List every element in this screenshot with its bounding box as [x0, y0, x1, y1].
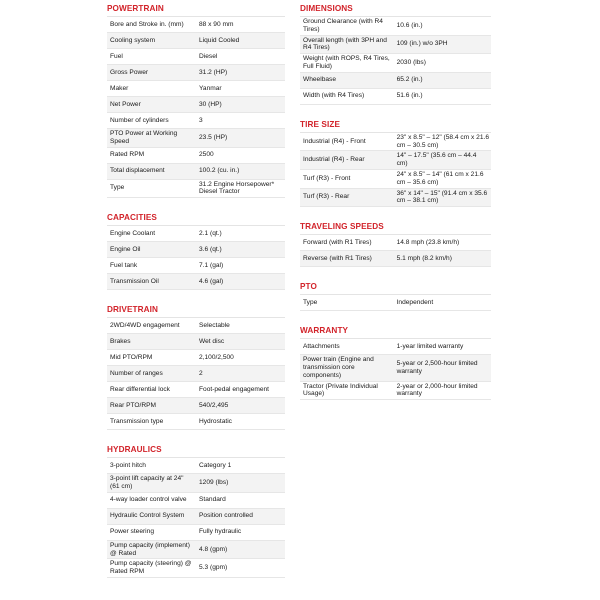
spec-value: 109 (in.) w/o 3PH	[396, 40, 448, 48]
spec-row	[107, 382, 285, 398]
spec-row	[107, 81, 285, 97]
spec-row	[300, 17, 491, 36]
spec-value: 2,100/2,500	[199, 353, 234, 361]
spec-row	[300, 355, 491, 381]
spec-row	[300, 36, 491, 55]
section-title: TRAVELING SPEEDS	[300, 220, 491, 235]
spec-row	[300, 251, 491, 267]
spec-value: 65.2 (in.)	[396, 76, 423, 84]
spec-row	[107, 493, 285, 509]
spec-value: 1-year limited warranty	[396, 342, 464, 350]
spec-value: 14.8 mph (23.8 km/h)	[396, 238, 460, 246]
spec-row	[107, 559, 285, 578]
spec-label: Rear PTO/RPM	[110, 401, 157, 409]
spec-label: Transmission Oil	[110, 277, 159, 285]
spec-value: 2030 (lbs)	[396, 59, 426, 67]
spec-row	[107, 525, 285, 541]
spec-label: Type	[303, 298, 318, 306]
spec-row	[107, 97, 285, 113]
spec-label: Engine Oil	[110, 245, 141, 253]
section-title: CAPACITIES	[107, 211, 285, 226]
spec-label: Hydraulic Control System	[110, 512, 185, 520]
spec-value: 3	[199, 116, 203, 124]
spec-value: Position controlled	[199, 512, 253, 520]
spec-table	[107, 17, 285, 198]
spec-label: Power train (Engine and transmission core components)	[303, 356, 374, 379]
spec-row	[107, 49, 285, 65]
spec-label: Attachments	[303, 342, 340, 350]
spec-row	[300, 73, 491, 89]
spec-row	[300, 382, 491, 401]
spec-row	[300, 133, 491, 152]
spec-label: Number of cylinders	[110, 116, 169, 124]
spec-label: 3-point lift capacity at 24" (61 cm)	[110, 475, 184, 490]
spec-value: 23" x 8.5" – 12" (58.4 cm x 21.6 cm – 30.5 cm)	[396, 133, 490, 149]
spec-row	[107, 414, 285, 430]
spec-row	[300, 170, 491, 189]
section-title: POWERTRAIN	[107, 2, 285, 17]
spec-table	[300, 235, 491, 267]
spec-label: Turf (R3) - Front	[303, 174, 351, 182]
spec-table	[300, 339, 491, 400]
spec-row	[107, 474, 285, 493]
spec-label: 3-point hitch	[110, 461, 146, 469]
section-title: DIMENSIONS	[300, 2, 491, 17]
spec-table	[300, 133, 491, 207]
spec-table	[300, 295, 491, 311]
spec-label: Wheelbase	[303, 76, 336, 84]
spec-value: 2.1 (qt.)	[199, 229, 222, 237]
spec-row	[107, 366, 285, 382]
spec-row	[107, 509, 285, 525]
spec-value: 1209 (lbs)	[199, 479, 229, 487]
section-title: DRIVETRAIN	[107, 303, 285, 318]
spec-label: Mid PTO/RPM	[110, 353, 153, 361]
spec-table	[300, 17, 491, 105]
spec-label: 4-way loader control valve	[110, 496, 187, 504]
spec-label: Brakes	[110, 337, 131, 345]
spec-label: Ground Clearance (with R4 Tires)	[303, 18, 383, 33]
section-hydraulics	[107, 443, 285, 578]
spec-value: 88 x 90 mm	[199, 20, 234, 28]
spec-value: 540/2,495	[199, 401, 229, 409]
spec-value: Selectable	[199, 321, 230, 329]
spec-row	[107, 33, 285, 49]
section-warranty	[300, 324, 491, 400]
section-pto	[300, 280, 491, 311]
spec-row	[107, 334, 285, 350]
spec-row	[107, 65, 285, 81]
spec-label: Total displacement	[110, 167, 165, 175]
spec-value: Independent	[396, 298, 434, 306]
spec-row	[107, 226, 285, 242]
spec-label: Tractor (Private Individual Usage)	[303, 382, 378, 398]
spec-label: Industrial (R4) - Front	[303, 137, 366, 145]
spec-value: 10.6 (in.)	[396, 21, 423, 29]
spec-value: 5-year or 2,500-hour limited warranty	[396, 360, 478, 375]
spec-row	[300, 339, 491, 355]
spec-value: 100.2 (cu. in.)	[199, 167, 240, 175]
spec-value: Yanmar	[199, 84, 222, 92]
spec-value: 4.6 (gal)	[199, 277, 224, 285]
spec-value: 5.1 mph (8.2 km/h)	[396, 254, 452, 262]
spec-label: Fuel tank	[110, 261, 138, 269]
spec-row	[300, 151, 491, 170]
spec-label: Fuel	[110, 52, 123, 60]
section-title: HYDRAULICS	[107, 443, 285, 458]
section-traveling-speeds	[300, 220, 491, 267]
spec-value: Diesel	[199, 52, 218, 60]
spec-row	[107, 164, 285, 180]
spec-row	[107, 458, 285, 474]
section-capacities	[107, 211, 285, 290]
spec-value: Liquid Cooled	[199, 36, 240, 44]
spec-label: Maker	[110, 84, 129, 92]
spec-value: 2500	[199, 151, 214, 159]
spec-row	[300, 189, 491, 208]
spec-label: Pump capacity (steering) @ Rated RPM	[110, 560, 192, 576]
spec-value: 30 (HP)	[199, 100, 222, 108]
spec-row	[107, 274, 285, 290]
spec-value: 14" – 17.5" (35.6 cm – 44.4 cm)	[396, 152, 477, 168]
spec-row	[107, 541, 285, 560]
section-title: TIRE SIZE	[300, 118, 491, 133]
spec-label: PTO Power at Working Speed	[110, 130, 178, 145]
right-column	[300, 0, 491, 413]
spec-value: 23.5 (HP)	[199, 133, 228, 141]
spec-value: Category 1	[199, 461, 232, 469]
spec-label: Reverse (with R1 Tires)	[303, 254, 372, 262]
spec-row	[107, 258, 285, 274]
spec-value: 5.3 (gpm)	[199, 564, 228, 572]
section-drivetrain	[107, 303, 285, 430]
spec-value: 36" x 14" – 15" (91.4 cm x 35.6 cm – 38.1 cm)	[396, 189, 488, 205]
section-powertrain	[107, 2, 285, 198]
spec-label: 2WD/4WD engagement	[110, 321, 180, 329]
spec-value: Hydrostatic	[199, 417, 232, 425]
spec-row	[300, 295, 491, 311]
section-title: WARRANTY	[300, 324, 491, 339]
spec-row	[107, 398, 285, 414]
spec-label: Gross Power	[110, 68, 149, 76]
spec-label: Overall length (with 3PH and R4 Tires)	[303, 36, 387, 52]
spec-row	[300, 235, 491, 251]
spec-row	[107, 318, 285, 334]
spec-row	[300, 89, 491, 105]
spec-row	[300, 54, 491, 73]
spec-value: Standard	[199, 496, 226, 504]
spec-label: Turf (R3) - Rear	[303, 193, 350, 201]
spec-row	[107, 129, 285, 148]
section-title: PTO	[300, 280, 491, 295]
spec-label: Type	[110, 184, 125, 192]
spec-label: Net Power	[110, 100, 141, 108]
spec-value: 2-year or 2,000-hour limited warranty	[396, 382, 478, 398]
spec-label: Engine Coolant	[110, 229, 156, 237]
spec-row	[107, 148, 285, 164]
spec-value: 7.1 (gal)	[199, 261, 224, 269]
spec-row	[107, 113, 285, 129]
spec-value: 3.6 (qt.)	[199, 245, 222, 253]
spec-label: Forward (with R1 Tires)	[303, 238, 372, 246]
spec-table	[107, 318, 285, 430]
spec-label: Width (with R4 Tires)	[303, 92, 365, 100]
spec-value: Wet disc	[199, 337, 225, 345]
spec-label: Industrial (R4) - Rear	[303, 156, 365, 164]
spec-value: Fully hydraulic	[199, 528, 242, 536]
spec-label: Rated RPM	[110, 151, 145, 159]
spec-table	[107, 226, 285, 290]
section-tire-size	[300, 118, 491, 207]
spec-row	[107, 17, 285, 33]
spec-label: Transmission type	[110, 417, 164, 425]
spec-row	[107, 242, 285, 258]
spec-row	[107, 180, 285, 199]
spec-value: 24" x 8.5" – 14" (61 cm x 21.6 cm – 35.6 cm)	[396, 170, 484, 186]
spec-row	[107, 350, 285, 366]
spec-label: Power steering	[110, 528, 154, 536]
spec-table	[107, 458, 285, 578]
spec-label: Pump capacity (implement) @ Rated	[110, 541, 190, 557]
spec-value: 31.2 (HP)	[199, 68, 228, 76]
spec-value: 4.8 (gpm)	[199, 545, 228, 553]
spec-label: Rear differential lock	[110, 385, 170, 393]
spec-label: Cooling system	[110, 36, 156, 44]
section-dimensions	[300, 2, 491, 105]
spec-label: Bore and Stroke in. (mm)	[110, 20, 184, 28]
spec-label: Weight (with ROPS, R4 Tires, Full Fluid)	[303, 55, 390, 70]
spec-value: 2	[199, 369, 203, 377]
spec-value: 51.6 (in.)	[396, 92, 423, 100]
spec-value: Foot-pedal engagement	[199, 385, 270, 393]
spec-value: 31.2 Engine Horsepower* Diesel Tractor	[199, 180, 275, 196]
left-column	[107, 0, 285, 591]
spec-label: Number of ranges	[110, 369, 163, 377]
